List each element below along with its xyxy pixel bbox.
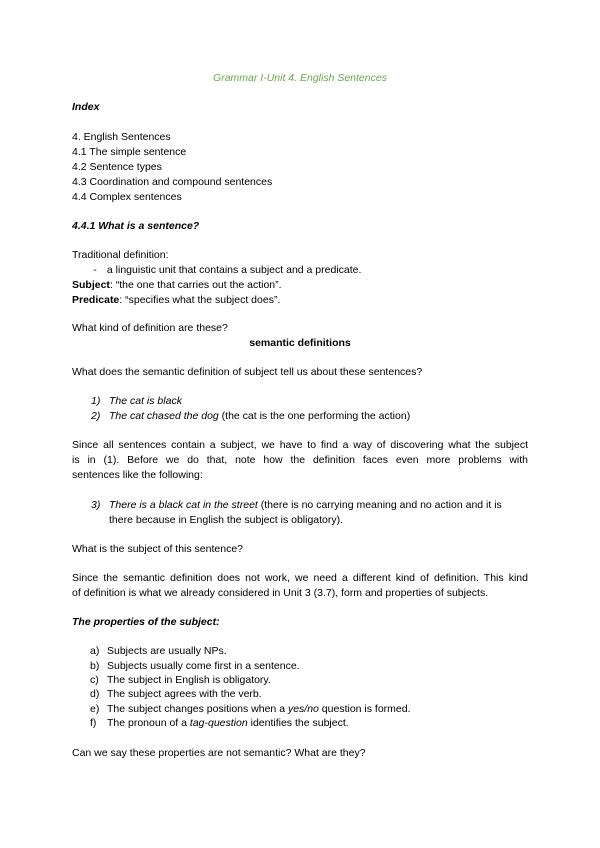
paragraph-line: sentences like the following: — [72, 469, 203, 481]
property-item — [90, 645, 227, 658]
property-text: The subject in English is obligatory. — [107, 674, 271, 686]
index-item: 4.4 Complex sentences — [72, 191, 182, 203]
paragraph-line: Since the semantic definition does not work, we need a different kind of definition. This kind — [72, 572, 528, 584]
property-label: a) — [90, 645, 100, 657]
example-text: The cat chased the dog — [109, 410, 219, 422]
paragraph-line: of definition is what we already considered in Unit 3 (3.7), form and properties of subjects. — [72, 587, 489, 599]
property-label: f) — [90, 717, 97, 729]
property-label: d) — [90, 688, 100, 700]
question-subject: What is the subject of this sentence? — [72, 543, 244, 555]
index-item: 4. English Sentences — [72, 131, 171, 143]
example-item — [91, 395, 182, 408]
index-heading: Index — [72, 101, 100, 113]
paragraph-line: is in (1). Before we do that, note how the definition faces even more problems with — [72, 454, 528, 466]
question-definition-kind: What kind of definition are these? — [72, 322, 228, 334]
predicate-term: Predicate — [72, 294, 120, 306]
property-text-post: question is formed. — [318, 703, 411, 715]
property-text: Subjects usually come first in a sentence. — [107, 660, 300, 672]
traditional-intro: Traditional definition: — [72, 249, 169, 261]
bullet-text: a linguistic unit that contains a subject and a predicate. — [106, 264, 362, 276]
index-item: 4.3 Coordination and compound sentences — [72, 176, 273, 188]
example-text: The cat is black — [109, 395, 182, 407]
property-item — [90, 660, 300, 673]
section-heading: 4.4.1 What is a sentence? — [72, 220, 200, 232]
example-note-continued: there because in English the subject is obligatory). — [109, 514, 344, 526]
example-text: There is a black cat in the street — [109, 499, 258, 511]
property-text-post: identifies the subject. — [247, 717, 349, 729]
example-number: 3) — [91, 499, 101, 511]
subject-definition — [72, 279, 282, 292]
property-text-pre: The subject changes positions when a — [107, 703, 288, 715]
answer-semantic: semantic definitions — [249, 337, 351, 349]
page-title: Grammar I-Unit 4. English Sentences — [213, 72, 387, 84]
property-text-italic: yes/no — [287, 703, 319, 715]
property-label: c) — [90, 674, 99, 686]
property-text-pre: The pronoun of a — [107, 717, 190, 729]
question-semantic-subject: What does the semantic definition of subject tell us about these sentences? — [72, 366, 423, 378]
index-item: 4.2 Sentence types — [72, 161, 162, 173]
property-text: The subject agrees with the verb. — [107, 688, 262, 700]
property-label: b) — [90, 660, 100, 672]
predicate-definition — [72, 294, 280, 307]
example-note: (there is no carrying meaning and no action and it is — [257, 499, 502, 511]
index-item: 4.1 The simple sentence — [72, 146, 187, 158]
example-number: 1) — [91, 395, 101, 407]
property-item — [90, 703, 411, 716]
property-label: e) — [90, 703, 100, 715]
example-item — [91, 410, 410, 423]
properties-heading: The properties of the subject: — [72, 616, 220, 628]
example-item — [91, 499, 502, 512]
property-item — [90, 674, 271, 687]
traditional-bullet — [86, 264, 361, 277]
property-text-italic: tag-question — [189, 717, 248, 729]
property-item — [90, 688, 262, 701]
bullet-marker: - — [93, 264, 97, 276]
example-note: (the cat is the one performing the action) — [218, 410, 411, 422]
property-text: Subjects are usually NPs. — [107, 645, 227, 657]
paragraph-line: Since all sentences contain a subject, we have to find a way of discovering what the subject — [72, 439, 528, 451]
property-item — [90, 717, 349, 730]
final-question: Can we say these properties are not semantic? What are they? — [72, 747, 366, 759]
example-number: 2) — [91, 410, 101, 422]
subject-def: : “the one that carries out the action”. — [109, 279, 282, 291]
subject-term: Subject — [72, 279, 110, 291]
predicate-def: : “specifies what the subject does”. — [119, 294, 281, 306]
